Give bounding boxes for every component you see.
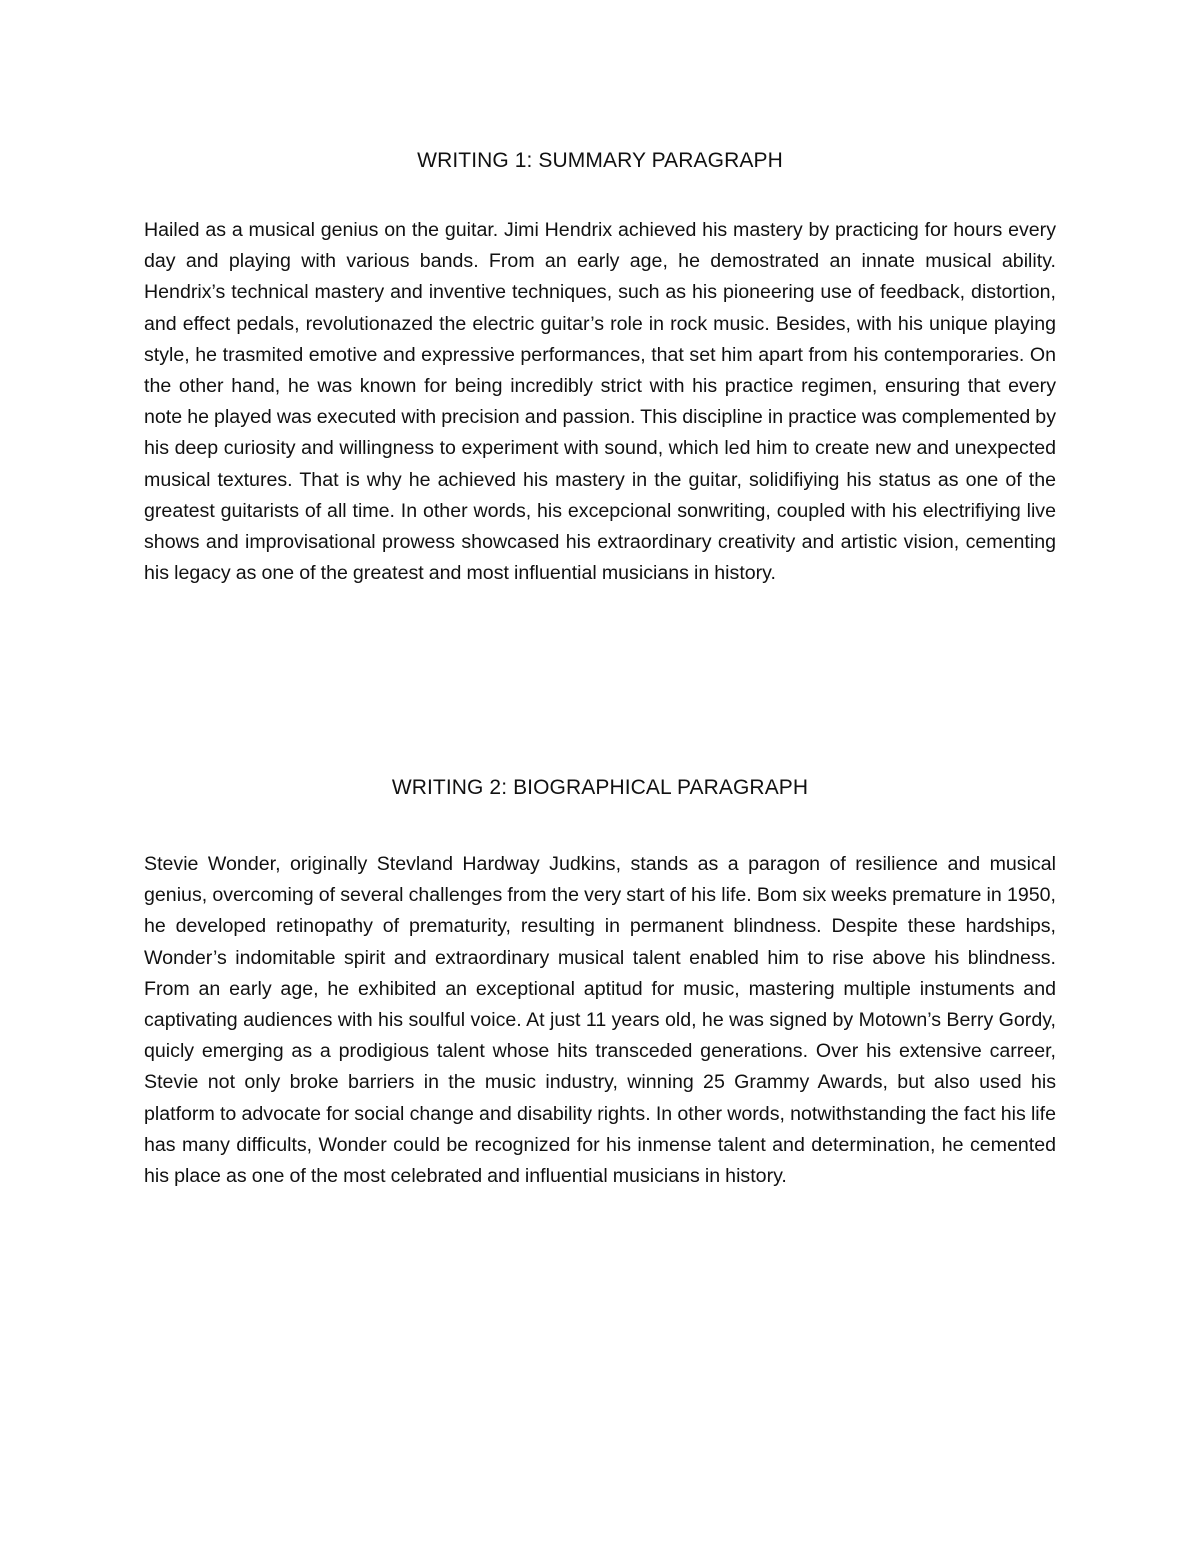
summary-paragraph: Hailed as a musical genius on the guitar. Jimi Hendrix achieved his mastery by practicing for hours every day and playing with various bands. From an early age, he demostrated an innate musical ability. Hendrix’s technical mastery and inventive techniques, such as his pioneering use of feedback, distortion, and effect pedals, revolutionazed the electric guitar’s role in rock music. Besides, with his unique playing style, he trasmited emotive and expressive performances, that set him apart from his contemporaries. On the other hand, he was known for being incredibly strict with his practice regimen, ensuring that every note he played was executed with precision and passion. This discipline in practice was complemented by his deep curiosity and willingness to experiment with sound, which led him to create new and unexpected musical textures. That is why he achieved his mastery in the guitar, solidifiying his status as one of the greatest guitarists of all time. In other words, his excepcional sonwriting, coupled with his electrifiying live shows and improvisational prowess showcased his extraordinary creativity and artistic vision, cementing his legacy as one of the greatest and most influential musicians in history. [144,219,1056,585]
biographical-section [144,773,1056,1192]
summary-section [144,146,1056,589]
section-heading: WRITING 2: BIOGRAPHICAL PARAGRAPH [391,776,809,799]
section-heading: WRITING 1: SUMMARY PARAGRAPH [417,149,783,172]
biographical-paragraph: Stevie Wonder, originally Stevland Hardway Judkins, stands as a paragon of resilience and musical genius, overcoming of several challenges from the very start of his life. Bom six weeks premature in 1950, he developed retinopathy of prematurity, resulting in permanent blindness. Despite these hardships, Wonder’s indomitable spirit and extraordinary musical talent enabled him to rise above his blindness. From an early age, he exhibited an exceptional aptitud for music, mastering multiple instuments and captivating audiences with his soulful voice. At just 11 years old, he was signed by Motown’s Berry Gordy, quicly emerging as a prodigious talent whose hits transceded generations. Over his extensive carreer, Stevie not only broke barriers in the music industry, winning 25 Grammy Awards, but also used his platform to advocate for social change and disability rights. In other words, notwithstanding the fact his life has many difficults, Wonder could be recognized for his inmense talent and determination, he cemented his place as one of the most celebrated and influential musicians in history. [144,853,1056,1188]
